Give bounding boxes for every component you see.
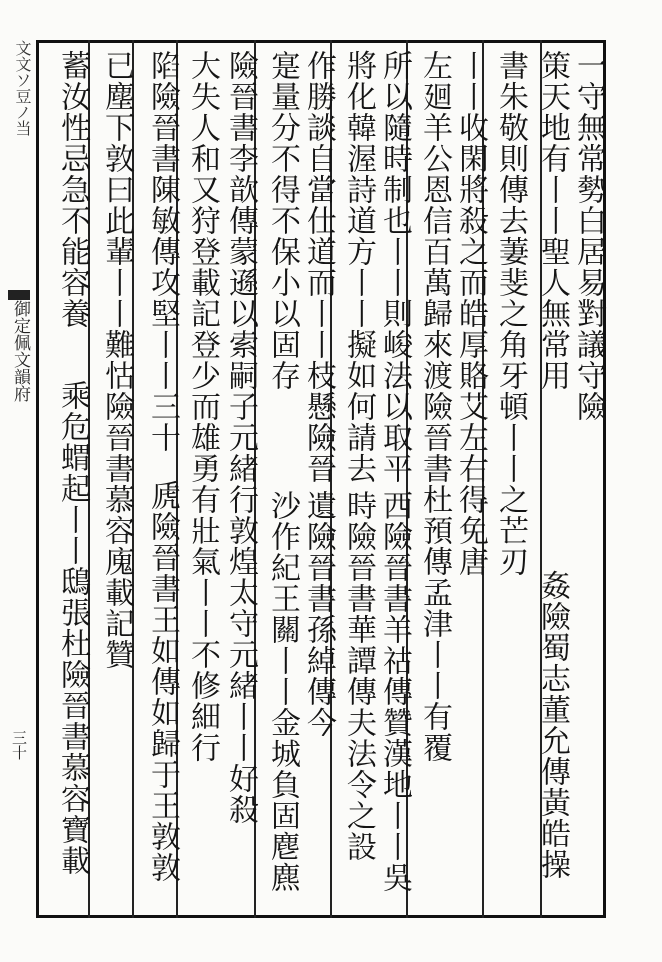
text-column-inline-xi: 西險晉書羊祜傳贊漢地丨丨吳 [377,490,412,893]
text-column-inline-yi: 遺險晉書孫綽傳今 [301,490,336,738]
text-column-4: 丨丨收閑將殺之而皓厚賂艾左右得免唐 [453,50,488,577]
text-column-3: 書朱敬則傳去萋斐之角牙頓丨丨之芒刃 [493,50,528,577]
book-title: 御定佩文韻府 [10,300,30,402]
text-column-inline-shi: 時險晉書華譚傳夫法令之設 [341,490,376,862]
text-column-9: 寔量分不得不保小以固存 [265,50,300,391]
text-column-inline-du: 乘危蝟起丨丨鴟張杜險晉書慕容寶載 [55,380,90,876]
text-column-12: 陷險晉書陳敏傳攻堅丨丨三十 [145,50,180,453]
text-column-8: 作勝談自當仕道而丨丨枝懸險晉 [301,50,336,484]
text-column-7: 將化韓渥詩道方丨丨擬如何請去 [341,50,376,484]
text-column-13: 已塵下敦曰此輩丨丨難怙險晉書慕容廆載記贊 [99,50,134,670]
text-column-5: 左廻羊公恩信百萬歸來渡險晉書杜預傳孟津丨丨有覆 [417,50,452,763]
text-column-inline-jian: 姦險蜀志董允傳黃皓操 [535,570,570,880]
text-column-inline-jin: 沙作紀王關丨丨金城負固麀麃 [265,490,300,893]
edge-text: 文文ソ豆ノ当 [13,40,32,136]
page-number: 三十 [10,730,28,760]
text-column-1: 一守無常勢白居易對議守險 [571,50,606,422]
text-column-inline-hu: 虒險晉書王如傳如歸于王敦敦 [145,480,180,883]
text-column-11: 大失人和又狩登載記登少而雄勇有壯氣丨丨不修細行 [185,50,220,763]
text-column-14: 蓄汝性忌急不能容養 [55,50,90,329]
text-column-10: 險晉書李歆傳蒙遜以索嗣子元緒行敦煌太守元緒丨丨好殺 [223,50,258,825]
text-column-6: 所以隨時制也丨丨則峻法以取平 [377,50,412,484]
text-column-2: 策天地有丨丨聖人無常用 [535,50,570,391]
fold-mark [8,290,30,300]
